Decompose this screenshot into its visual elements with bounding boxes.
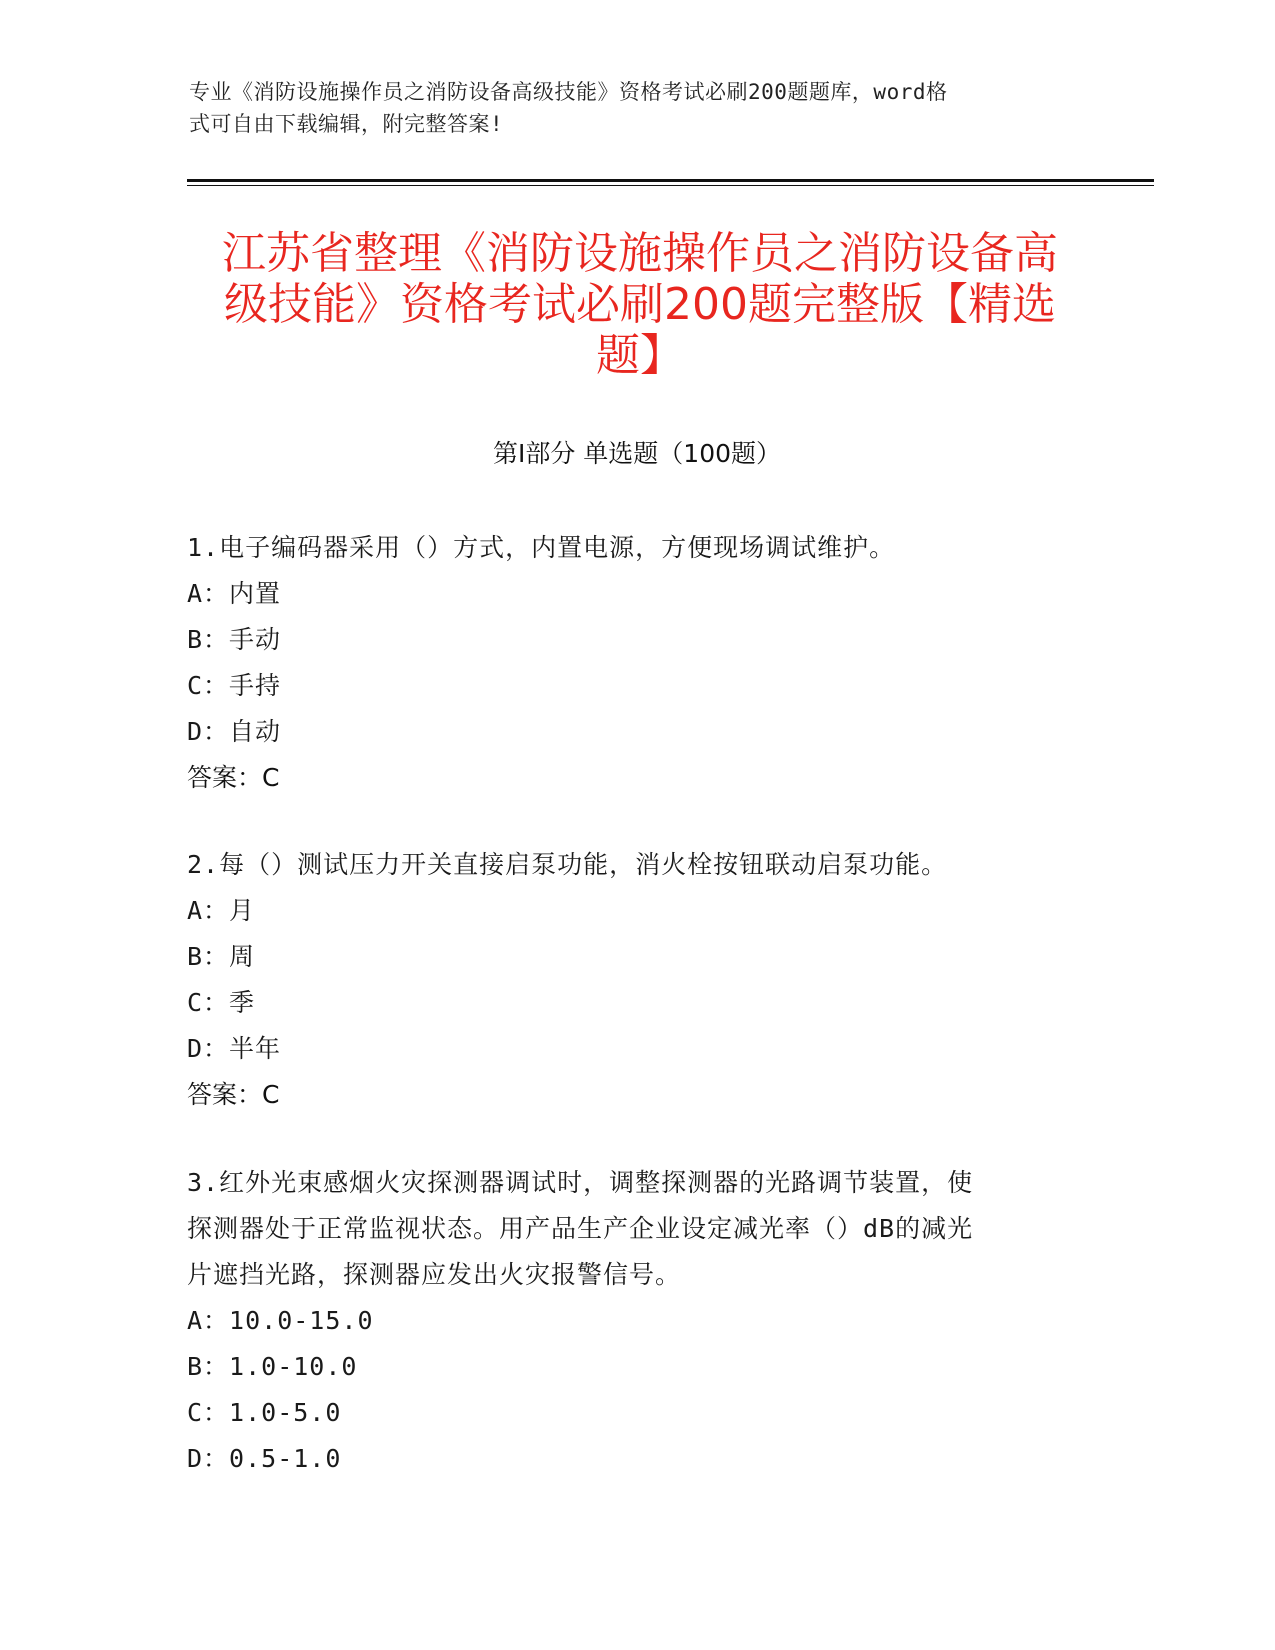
- option-d: D：0.5-1.0: [187, 1444, 342, 1473]
- document-title: [190, 228, 1090, 381]
- question-text: 1.电子编码器采用（）方式，内置电源，方便现场调试维护。: [187, 533, 896, 562]
- title-line-1: 江苏省整理《消防设施操作员之消防设备高: [222, 228, 1058, 279]
- title-line-2: 级技能》资格考试必刷200题完整版【精选: [224, 279, 1056, 330]
- header-divider-thin: [187, 185, 1154, 186]
- option-b: B：手动: [187, 625, 282, 654]
- option-a: A：10.0-15.0: [187, 1306, 374, 1335]
- option-a: A：内置: [187, 579, 282, 608]
- option-a: A：月: [187, 896, 256, 925]
- page-header: [189, 76, 1069, 140]
- answer: 答案：C: [187, 763, 280, 792]
- option-d: D：自动: [187, 717, 282, 746]
- question-text-line-2: 探测器处于正常监视状态。用产品生产企业设定减光率（）dB的减光: [187, 1214, 974, 1243]
- question-text: 2.每（）测试压力开关直接启泵功能，消火栓按钮联动启泵功能。: [187, 850, 948, 879]
- option-b: B：1.0-10.0: [187, 1352, 358, 1381]
- answer: 答案：C: [187, 1080, 280, 1109]
- header-line-1: 专业《消防设施操作员之消防设备高级技能》资格考试必刷200题题库，word格: [189, 80, 948, 104]
- header-divider-thick: [187, 179, 1154, 182]
- option-c: C：季: [187, 988, 256, 1017]
- question-1: [187, 525, 1087, 801]
- option-c: C：手持: [187, 671, 282, 700]
- question-3: [187, 1160, 1087, 1482]
- option-d: D：半年: [187, 1034, 282, 1063]
- title-line-3: 题】: [596, 330, 684, 381]
- option-c: C：1.0-5.0: [187, 1398, 342, 1427]
- question-2: [187, 842, 1087, 1118]
- section-title: 第I部分 单选题（100题）: [492, 439, 782, 468]
- option-b: B：周: [187, 942, 256, 971]
- header-line-2: 式可自由下载编辑，附完整答案!: [189, 112, 504, 136]
- question-text-line-3: 片遮挡光路，探测器应发出火灾报警信号。: [187, 1260, 682, 1289]
- question-text-line-1: 3.红外光束感烟火灾探测器调试时，调整探测器的光路调节装置，使: [187, 1168, 974, 1197]
